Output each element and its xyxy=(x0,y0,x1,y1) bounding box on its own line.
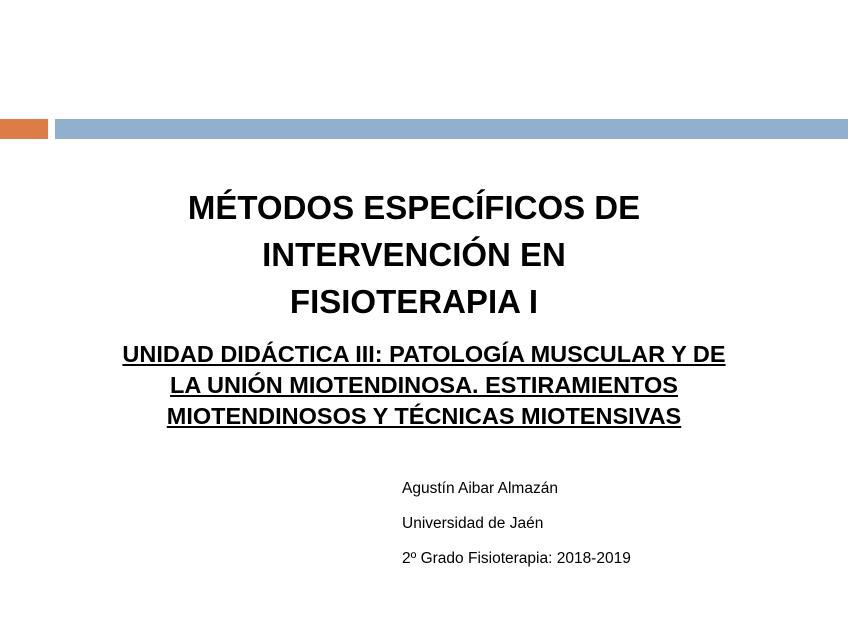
subtitle-line-3: MIOTENDINOSOS Y TÉCNICAS MIOTENSIVAS xyxy=(166,403,682,429)
slide-title xyxy=(80,184,748,325)
author-name: Agustín Aibar Almazán xyxy=(402,480,558,497)
subtitle-line-1: UNIDAD DIDÁCTICA III: PATOLOGÍA MUSCULAR Y DE xyxy=(122,341,726,367)
title-line-2: INTERVENCIÓN EN xyxy=(262,236,566,273)
accent-bar-orange xyxy=(0,119,48,139)
title-line-3: FISIOTERAPIA I xyxy=(289,283,539,320)
accent-bar-blue xyxy=(55,119,848,139)
title-line-1: MÉTODOS ESPECÍFICOS DE xyxy=(187,189,641,226)
course-info: 2º Grado Fisioterapia: 2018-2019 xyxy=(402,550,631,567)
institution-name: Universidad de Jaén xyxy=(402,515,544,532)
slide-subtitle xyxy=(30,339,818,432)
author-info xyxy=(402,480,822,585)
subtitle-line-2: LA UNIÓN MIOTENDINOSA. ESTIRAMIENTOS xyxy=(170,372,678,398)
